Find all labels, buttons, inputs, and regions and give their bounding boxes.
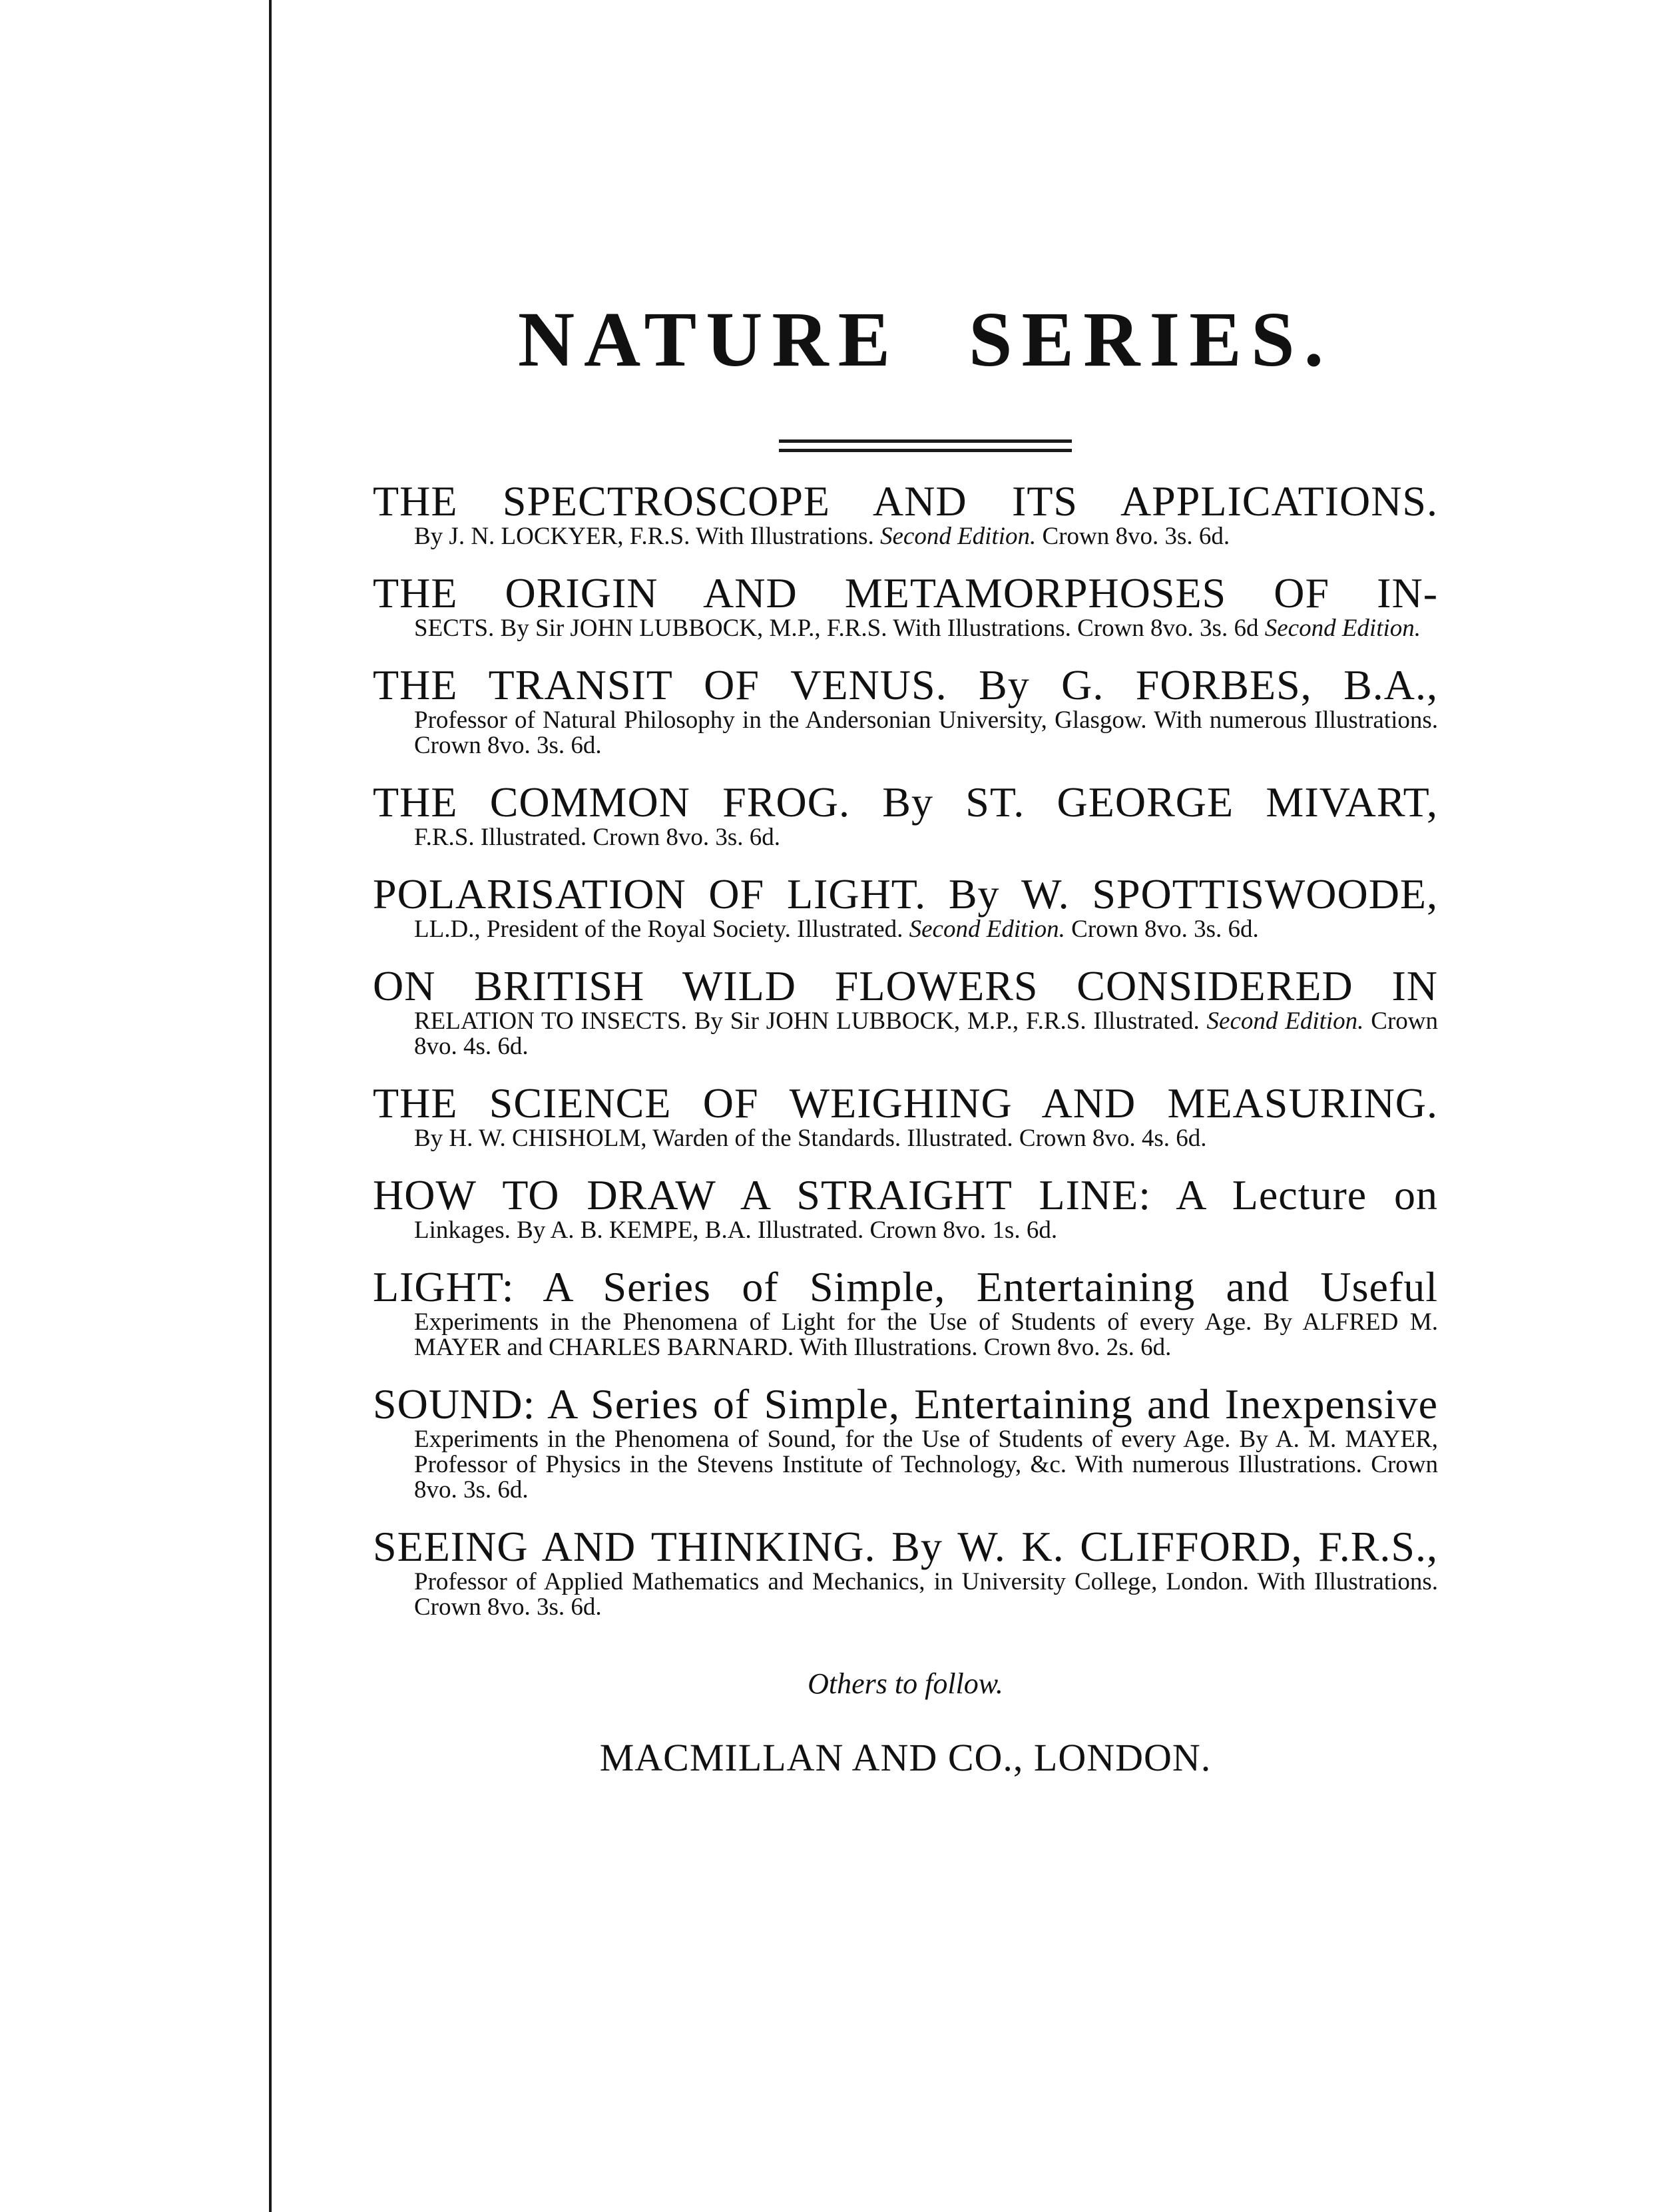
- book-title: THE SPECTROSCOPE AND ITS APPLICATIONS.: [373, 477, 1438, 525]
- book-details: SECTS. By Sir JOHN LUBBOCK, M.P., F.R.S. With Illustrations. Crown 8vo. 3s. 6d Second Edition.: [414, 615, 1421, 642]
- book-title: THE ORIGIN AND METAMORPHOSES OF IN-: [373, 569, 1438, 617]
- book-entry: [373, 1264, 1438, 1360]
- book-title: POLARISATION OF LIGHT. By W. SPOTTISWOODE,: [373, 870, 1438, 918]
- book-details: RELATION TO INSECTS. By Sir JOHN LUBBOCK, M.P., F.R.S. Illustrated. Second Edition. Crown 8vo. 4s. 6d.: [414, 1007, 1438, 1060]
- book-title: HOW TO DRAW A STRAIGHT LINE: A Lecture on: [373, 1171, 1438, 1219]
- book-details: By H. W. CHISHOLM, Warden of the Standards. Illustrated. Crown 8vo. 4s. 6d.: [414, 1125, 1207, 1152]
- book-entry: [373, 1081, 1438, 1151]
- book-list: [373, 479, 1438, 1620]
- book-entry: [373, 780, 1438, 850]
- book-entry: [373, 479, 1438, 549]
- book-title: THE TRANSIT OF VENUS. By G. FORBES, B.A.,: [373, 661, 1438, 708]
- book-details: Experiments in the Phenomena of Light for the Use of Students of every Age. By ALFRED M. MAYER and CHARLES BARNARD. With Illustrations. Crown 8vo. 2s. 6d.: [414, 1308, 1438, 1361]
- book-entry: [373, 571, 1438, 641]
- book-details: F.R.S. Illustrated. Crown 8vo. 3s. 6d.: [414, 824, 780, 851]
- book-entry: [373, 964, 1438, 1059]
- book-title: SEEING AND THINKING. By W. K. CLIFFORD, F.R.S.,: [373, 1523, 1438, 1570]
- book-title: LIGHT: A Series of Simple, Entertaining and Useful: [373, 1263, 1438, 1310]
- book-title: THE SCIENCE OF WEIGHING AND MEASURING.: [373, 1079, 1438, 1127]
- book-entry: [373, 663, 1438, 758]
- book-details: Linkages. By A. B. KEMPE, B.A. Illustrated. Crown 8vo. 1s. 6d.: [414, 1217, 1058, 1244]
- book-details: By J. N. LOCKYER, F.R.S. With Illustrations. Second Edition. Crown 8vo. 3s. 6d.: [414, 523, 1230, 550]
- book-entry: [373, 1382, 1438, 1503]
- book-entry: [373, 1173, 1438, 1243]
- publisher-imprint: MACMILLAN AND CO., LONDON.: [599, 1736, 1212, 1779]
- book-details: LL.D., President of the Royal Society. Illustrated. Second Edition. Crown 8vo. 3s. 6d.: [414, 916, 1259, 943]
- binding-edge-line: [269, 0, 272, 2212]
- book-details: Professor of Applied Mathematics and Mechanics, in University College, London. With Illustrations. Crown 8vo. 3s. 6d.: [414, 1568, 1438, 1621]
- book-details: Experiments in the Phenomena of Sound, for the Use of Students of every Age. By A. M. MAYER, Professor of Physics in the Stevens Institute of Technology, &c. With numerous Illustrations. Crown 8vo. 3s. 6d.: [414, 1426, 1438, 1504]
- book-title: THE COMMON FROG. By ST. GEORGE MIVART,: [373, 778, 1438, 826]
- advertisement-page: [373, 286, 1438, 1780]
- double-rule-divider: [779, 439, 1072, 452]
- book-entry: [373, 1524, 1438, 1620]
- book-entry: [373, 872, 1438, 942]
- book-title: ON BRITISH WILD FLOWERS CONSIDERED IN: [373, 962, 1438, 1009]
- book-title: SOUND: A Series of Simple, Entertaining and Inexpensive: [373, 1380, 1438, 1428]
- others-to-follow-note: Others to follow.: [808, 1667, 1003, 1700]
- series-title: NATURE SERIES.: [517, 296, 1333, 383]
- book-details: Professor of Natural Philosophy in the Andersonian University, Glasgow. With numerous Illustrations. Crown 8vo. 3s. 6d.: [414, 706, 1438, 759]
